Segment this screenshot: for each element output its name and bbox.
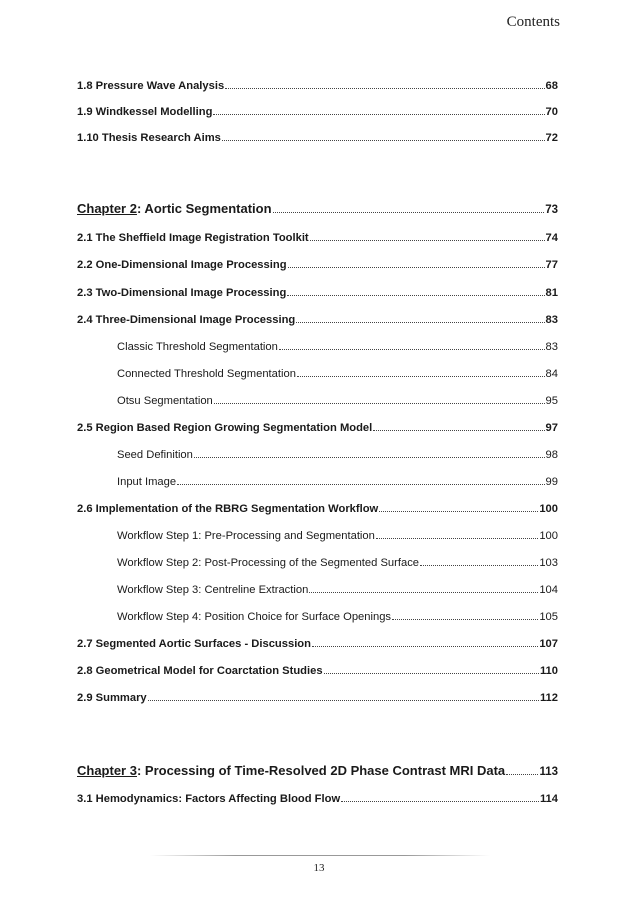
toc-entry-title: 2.5 Region Based Region Growing Segmentation Model <box>77 422 373 434</box>
chapter-number: Chapter 2 <box>77 201 137 216</box>
dot-leader <box>309 592 538 593</box>
toc-subentry[interactable] <box>117 529 558 543</box>
toc-entry[interactable] <box>77 313 558 327</box>
toc-entry-page: 77 <box>545 259 558 271</box>
chapter-number: Chapter 3 <box>77 763 137 778</box>
dot-leader <box>214 403 545 404</box>
chapter-title-text: : Aortic Segmentation <box>136 201 272 216</box>
toc-entry-page: 98 <box>545 449 558 461</box>
toc-entry-page: 99 <box>545 476 558 488</box>
toc-entry-title: Connected Threshold Segmentation <box>117 368 296 380</box>
dot-leader <box>376 538 538 539</box>
dot-leader <box>341 801 539 802</box>
toc-entry-title: Workflow Step 4: Position Choice for Surface Openings <box>117 611 392 623</box>
toc-subentry[interactable] <box>117 610 558 624</box>
toc-entry-page: 83 <box>545 314 558 326</box>
toc-subentry[interactable] <box>117 340 558 354</box>
toc-entry-title: 2.9 Summary <box>77 692 147 704</box>
toc-entry-title: 2.4 Three-Dimensional Image Processing <box>77 314 296 326</box>
dot-leader <box>324 673 539 674</box>
dot-leader <box>148 700 539 701</box>
dot-leader <box>296 322 544 323</box>
toc-entry-page: 81 <box>545 287 558 299</box>
toc-entry-page: 105 <box>539 611 558 623</box>
toc-chapter-entry[interactable] <box>77 763 558 780</box>
dot-leader <box>297 376 545 377</box>
toc-entry-page: 112 <box>539 692 558 704</box>
toc-entry[interactable] <box>77 258 558 272</box>
toc-subentry[interactable] <box>117 583 558 597</box>
toc-entry-page: 72 <box>545 132 558 144</box>
toc-entry-title: Classic Threshold Segmentation <box>117 341 278 353</box>
dot-leader <box>392 619 538 620</box>
toc-entry[interactable] <box>77 286 558 300</box>
toc-entry-title: 1.9 Windkessel Modelling <box>77 106 213 118</box>
dot-leader <box>310 240 545 241</box>
dot-leader <box>213 114 544 115</box>
toc-subentry[interactable] <box>117 448 558 462</box>
toc-entry-page: 100 <box>539 530 558 542</box>
toc-chapter-entry[interactable] <box>77 201 558 218</box>
toc-chapter-title <box>77 201 272 217</box>
toc-entry[interactable] <box>77 664 558 678</box>
toc-entry-title: 2.7 Segmented Aortic Surfaces - Discussion <box>77 638 311 650</box>
toc-entry-page: 73 <box>545 204 558 216</box>
toc-entry-page: 110 <box>539 665 558 677</box>
toc-entry-title: 1.8 Pressure Wave Analysis <box>77 80 225 92</box>
toc-chapter-title <box>77 763 505 779</box>
toc-entry-title: 2.1 The Sheffield Image Registration Toolkit <box>77 232 309 244</box>
dot-leader <box>177 484 544 485</box>
toc-subentry[interactable] <box>117 367 558 381</box>
toc-subentry[interactable] <box>117 556 558 570</box>
toc-entry-page: 68 <box>545 80 558 92</box>
toc-entry-page: 74 <box>545 232 558 244</box>
toc-entry-page: 114 <box>539 793 558 805</box>
toc-entry[interactable] <box>77 502 558 516</box>
toc-entry-title: 2.6 Implementation of the RBRG Segmentation Workflow <box>77 503 379 515</box>
toc-entry-page: 95 <box>545 395 558 407</box>
toc-entry-title: 2.8 Geometrical Model for Coarctation Studies <box>77 665 323 677</box>
toc-entry[interactable] <box>77 79 558 93</box>
dot-leader <box>506 774 538 775</box>
toc-subentry[interactable] <box>117 475 558 489</box>
dot-leader <box>279 349 545 350</box>
toc-entry-title: Workflow Step 1: Pre-Processing and Segmentation <box>117 530 375 542</box>
toc-entry-title: Workflow Step 2: Post-Processing of the Segmented Surface <box>117 557 420 569</box>
toc-entry-page: 84 <box>545 368 558 380</box>
toc-entry-page: 104 <box>539 584 558 596</box>
toc-entry-title: 2.2 One-Dimensional Image Processing <box>77 259 287 271</box>
toc-entry-title: 3.1 Hemodynamics: Factors Affecting Blood Flow <box>77 793 341 805</box>
dot-leader <box>287 295 544 296</box>
page-number: 13 <box>313 862 325 874</box>
toc-entry-page: 70 <box>545 106 558 118</box>
toc-entry-title: Otsu Segmentation <box>117 395 213 407</box>
toc-entry-title: 2.3 Two-Dimensional Image Processing <box>77 287 287 299</box>
toc-entry-page: 100 <box>539 503 558 515</box>
toc-entry[interactable] <box>77 231 558 245</box>
dot-leader <box>420 565 538 566</box>
chapter-title-text: : Processing of Time-Resolved 2D Phase Contrast MRI Data <box>136 763 506 778</box>
toc-entry-title: Seed Definition <box>117 449 193 461</box>
toc-entry-title: 1.10 Thesis Research Aims <box>77 132 221 144</box>
dot-leader <box>288 267 545 268</box>
toc-entry-page: 103 <box>539 557 558 569</box>
toc-entry-page: 83 <box>545 341 558 353</box>
dot-leader <box>379 511 538 512</box>
toc-entry-page: 107 <box>539 638 558 650</box>
dot-leader <box>273 212 545 213</box>
toc-entry-title: Workflow Step 3: Centreline Extraction <box>117 584 309 596</box>
toc-entry[interactable] <box>77 131 558 145</box>
dot-leader <box>373 430 544 431</box>
toc-entry[interactable] <box>77 421 558 435</box>
toc-entry[interactable] <box>77 637 558 651</box>
toc-subentry[interactable] <box>117 394 558 408</box>
toc-entry[interactable] <box>77 105 558 119</box>
toc-entry-page: 113 <box>539 766 558 778</box>
toc-entry-title: Input Image <box>117 476 177 488</box>
running-header: Contents <box>506 14 560 30</box>
dot-leader <box>312 646 538 647</box>
toc-entry[interactable] <box>77 691 558 705</box>
dot-leader <box>225 88 544 89</box>
toc-entry[interactable] <box>77 792 558 806</box>
toc-entry-page: 97 <box>545 422 558 434</box>
dot-leader <box>222 140 545 141</box>
footer-divider <box>150 855 490 856</box>
dot-leader <box>194 457 545 458</box>
